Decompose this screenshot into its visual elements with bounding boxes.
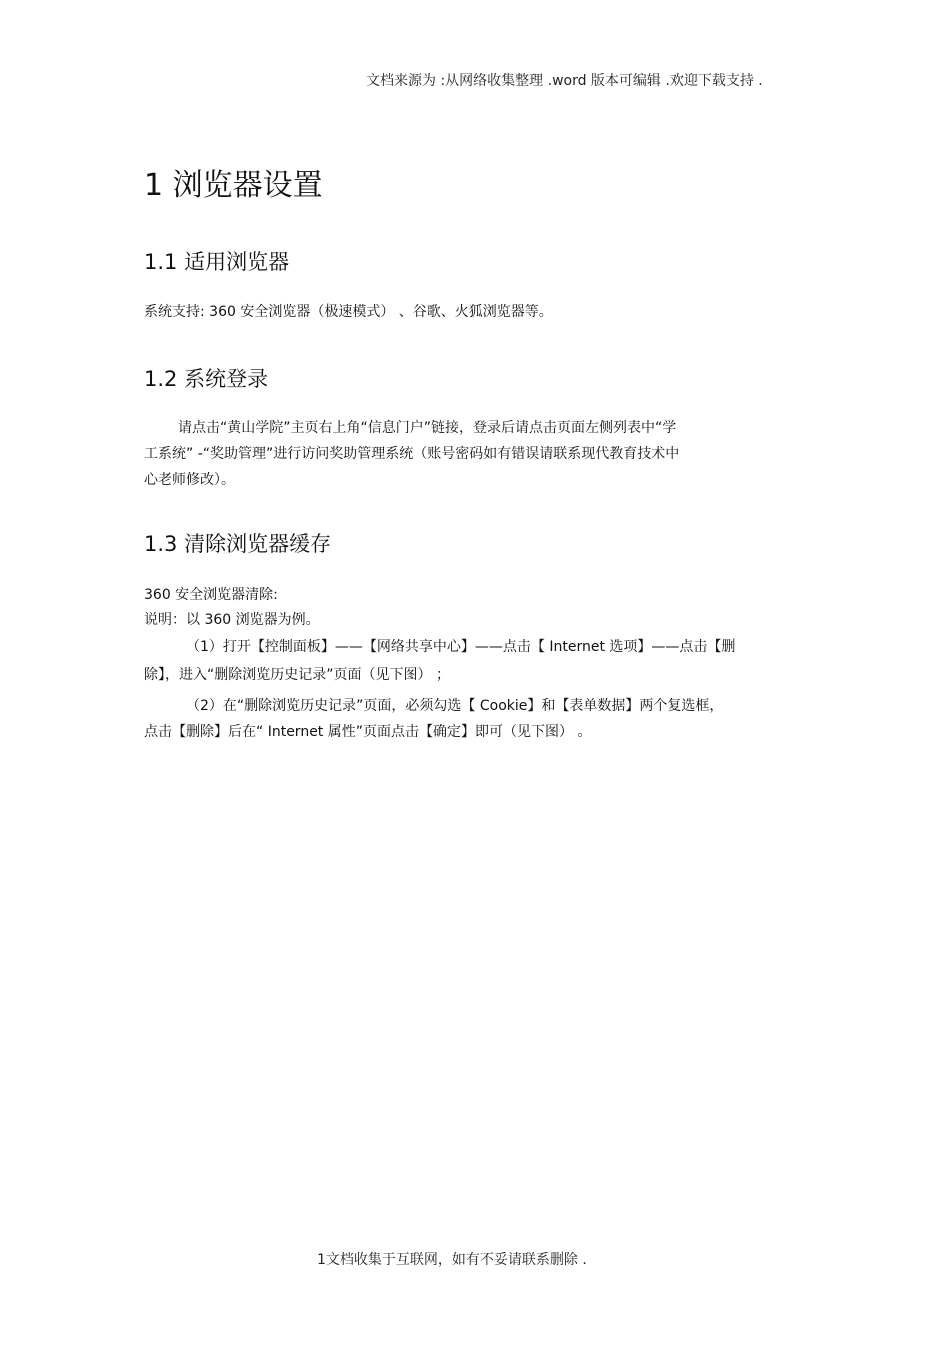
section-heading-1-2: 1.2 系统登录 bbox=[144, 367, 269, 391]
paragraph-cache-line-2: 说明：以 360 浏览器为例。 bbox=[144, 612, 320, 628]
paragraph-supported-browsers: 系统支持: 360 安全浏览器（极速模式） 、谷歌、火狐浏览器等。 bbox=[144, 304, 553, 320]
page-header-note: 文档来源为 :从网络收集整理 .word 版本可编辑 .欢迎下载支持 . bbox=[366, 73, 763, 89]
paragraph-login-line-2: 工系统” -“奖助管理”进行访问奖助管理系统（账号密码如有错误请联系现代教育技术中 bbox=[144, 446, 680, 462]
paragraph-cache-step-1-line-2: 除】，进入“删除浏览历史记录”页面（见下图） ； bbox=[144, 667, 450, 683]
chapter-title: 1 浏览器设置 bbox=[144, 168, 323, 203]
paragraph-login-line-3: 心老师修改）。 bbox=[144, 472, 235, 488]
paragraph-cache-step-2-line-2: 点击【删除】后在“ Internet 属性”页面点击【确定】即可（见下图） 。 bbox=[144, 724, 592, 740]
paragraph-login-line-1: 请点击“黄山学院”主页右上角“信息门户”链接，登录后请点击页面左侧列表中“学 bbox=[178, 420, 677, 436]
section-heading-1-3: 1.3 清除浏览器缓存 bbox=[144, 532, 332, 556]
paragraph-cache-step-2-line-1: （2）在“删除浏览历史记录”页面，必须勾选【 Cookie】和【表单数据】两个复选框， bbox=[186, 698, 724, 714]
paragraph-cache-line-1: 360 安全浏览器清除: bbox=[144, 587, 278, 603]
section-heading-1-1: 1.1 适用浏览器 bbox=[144, 250, 290, 274]
page-footer-note: 1文档收集于互联网，如有不妥请联系删除 . bbox=[317, 1252, 587, 1268]
paragraph-cache-step-1-line-1: （1）打开【控制面板】——【网络共享中心】——点击【 Internet 选项】——点击【删 bbox=[186, 639, 736, 655]
